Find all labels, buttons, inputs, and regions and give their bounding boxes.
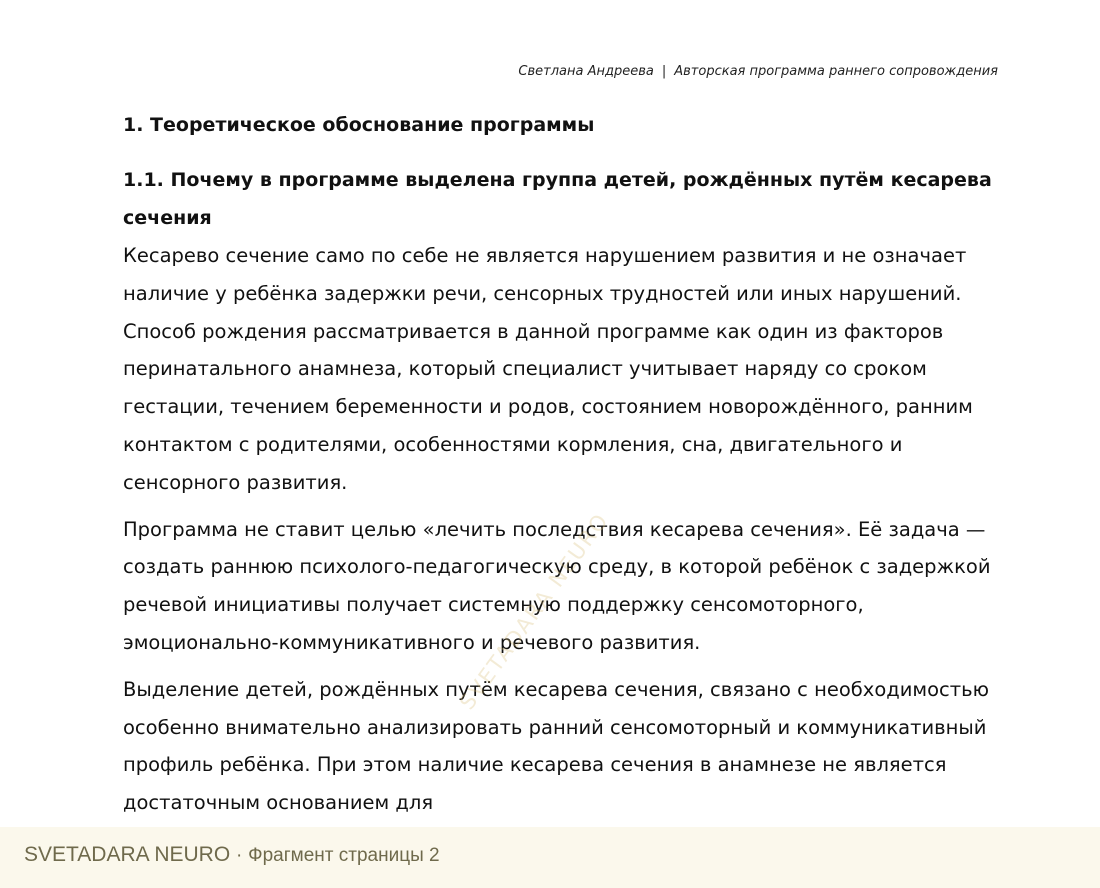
paragraph-1: Кесарево сечение само по себе не является нарушением развития и не означает наличие у ребёнка задержки речи, сенсорных трудностей или иных нарушений. Способ рождения рассматривается в данной программе как один из факторов перинатального анамнеза, который специалист учитывает наряду со сроком гестации, течением беременности и родов, состоянием новорождённого, ранним контактом с родителями, особенностями кормления, сна, двигательного и сенсорного развития. xyxy=(123,244,973,494)
watermark: SVETADARA NEURO xyxy=(455,508,614,715)
footer-fragment-label: Фрагмент страницы 2 xyxy=(248,845,440,866)
document-body xyxy=(123,106,1003,831)
paragraph-3: Выделение детей, рождённых путём кесарева сечения, связано с необходимостью особенно внимательно анализировать ранний сенсомоторный и коммуникативный профиль ребёнка. При этом наличие кесарева сечения в анамнезе не является достаточным основанием для xyxy=(123,677,990,815)
running-header xyxy=(518,64,998,79)
footer-bar xyxy=(0,827,1100,888)
subsection-heading: 1.1. Почему в программе выделена группа детей, рождённых путём кесарева сечения xyxy=(123,169,992,229)
footer-brand: SVETADARA NEURO xyxy=(24,843,231,866)
section-heading: 1. Теоретическое обоснование программы xyxy=(123,114,595,136)
header-author: Светлана Андреева xyxy=(518,64,654,79)
footer-separator: · xyxy=(236,845,243,866)
paragraph-2: Программа не ставит целью «лечить последствия кесарева сечения». Её задача — создать раннюю психолого-педагогическую среду, в которой ребёнок с задержкой речевой инициативы получает системную поддержку сенсомоторного, эмоционально-коммуникативного и речевого развития. xyxy=(123,517,991,654)
footer-text xyxy=(24,843,440,867)
header-separator: | xyxy=(661,64,667,79)
header-program-title: Авторская программа раннего сопровождения xyxy=(674,64,998,79)
